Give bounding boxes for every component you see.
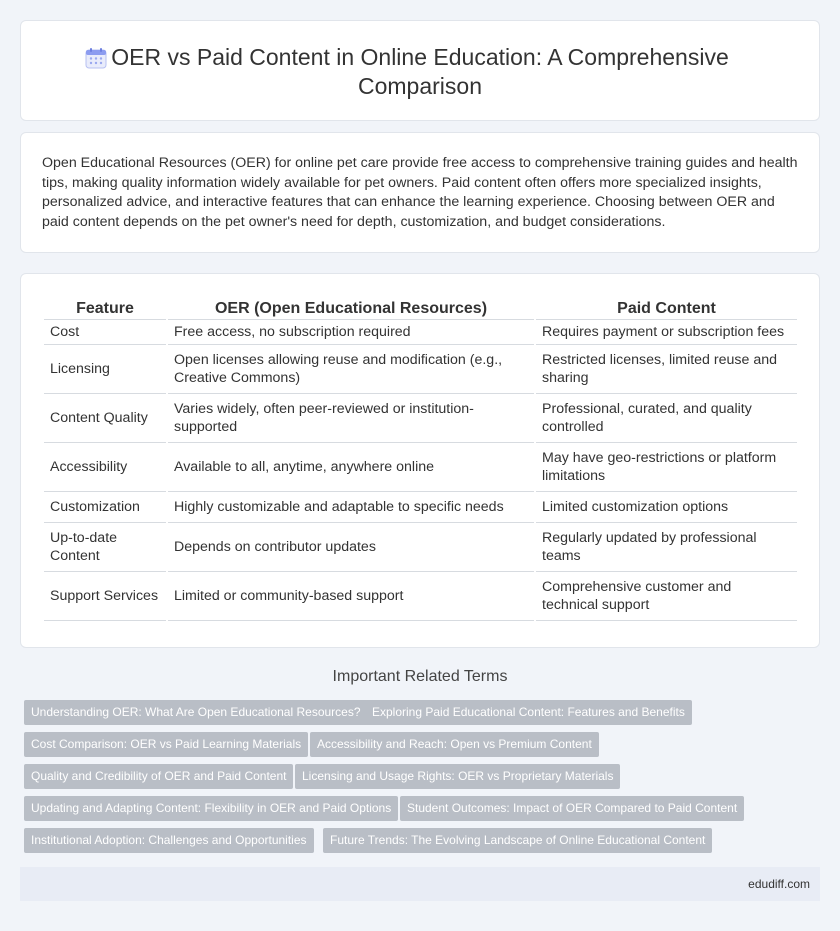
- feature-cell: Cost: [44, 320, 166, 345]
- table-header-oer: OER (Open Educational Resources): [168, 296, 534, 320]
- page-title: OER vs Paid Content in Online Education: A Comprehensive Comparison: [111, 44, 729, 99]
- oer-cell: Depends on contributor updates: [168, 523, 534, 572]
- feature-cell: Content Quality: [44, 394, 166, 443]
- related-term-tag[interactable]: Institutional Adoption: Challenges and Opportunities: [24, 828, 314, 853]
- paid-cell: Limited customization options: [536, 492, 797, 523]
- related-term-tag[interactable]: Licensing and Usage Rights: OER vs Proprietary Materials: [295, 764, 620, 789]
- intro-paragraph: Open Educational Resources (OER) for online pet care provide free access to comprehensive training guides and health tips, making quality information widely available for pet owners. Paid content often offers more specialized insights, personalized advice, and interactive features that can enhance the learning experience. Choosing between OER and paid content depends on the pet owner's need for depth, customization, and budget considerations.: [42, 155, 798, 230]
- oer-cell: Varies widely, often peer-reviewed or institution-supported: [168, 394, 534, 443]
- oer-cell: Limited or community-based support: [168, 572, 534, 621]
- footer-site[interactable]: edudiff.com: [748, 877, 810, 891]
- paid-cell: Professional, curated, and quality controlled: [536, 394, 797, 443]
- related-term-tag[interactable]: Future Trends: The Evolving Landscape of Online Educational Content: [323, 828, 712, 853]
- related-term-tag[interactable]: Updating and Adapting Content: Flexibility in OER and Paid Options: [24, 796, 398, 821]
- comparison-table-card: [20, 273, 820, 648]
- header-card: [20, 20, 820, 121]
- feature-cell: Support Services: [44, 572, 166, 621]
- table-row: [44, 572, 797, 621]
- intro-card: [20, 132, 820, 253]
- table-row: [44, 492, 797, 523]
- table-header-paid: Paid Content: [536, 296, 797, 320]
- table-header-feature: Feature: [44, 296, 166, 320]
- table-row: [44, 443, 797, 492]
- oer-cell: Free access, no subscription required: [168, 320, 534, 345]
- comparison-table: [42, 296, 799, 621]
- oer-cell: Available to all, anytime, anywhere online: [168, 443, 534, 492]
- feature-cell: Customization: [44, 492, 166, 523]
- paid-cell: Restricted licenses, limited reuse and sharing: [536, 345, 797, 394]
- footer: [20, 867, 820, 901]
- oer-cell: Open licenses allowing reuse and modification (e.g., Creative Commons): [168, 345, 534, 394]
- related-term-tag[interactable]: Student Outcomes: Impact of OER Compared to Paid Content: [400, 796, 744, 821]
- related-term-tag[interactable]: Accessibility and Reach: Open vs Premium Content: [310, 732, 599, 757]
- related-term-tag[interactable]: Understanding OER: What Are Open Educational Resources?: [24, 700, 368, 725]
- related-term-tag[interactable]: Quality and Credibility of OER and Paid Content: [24, 764, 293, 789]
- table-row: [44, 320, 797, 345]
- paid-cell: Requires payment or subscription fees: [536, 320, 797, 345]
- table-row: [44, 345, 797, 394]
- table-row: [44, 394, 797, 443]
- table-row: [44, 523, 797, 572]
- related-term-tag[interactable]: Exploring Paid Educational Content: Features and Benefits: [365, 700, 692, 725]
- oer-cell: Highly customizable and adaptable to specific needs: [168, 492, 534, 523]
- feature-cell: Accessibility: [44, 443, 166, 492]
- feature-cell: Up-to-date Content: [44, 523, 166, 572]
- paid-cell: Regularly updated by professional teams: [536, 523, 797, 572]
- related-term-tag[interactable]: Cost Comparison: OER vs Paid Learning Materials: [24, 732, 308, 757]
- paid-cell: May have geo-restrictions or platform limitations: [536, 443, 797, 492]
- feature-cell: Licensing: [44, 345, 166, 394]
- paid-cell: Comprehensive customer and technical support: [536, 572, 797, 621]
- related-terms-title: Important Related Terms: [332, 668, 508, 685]
